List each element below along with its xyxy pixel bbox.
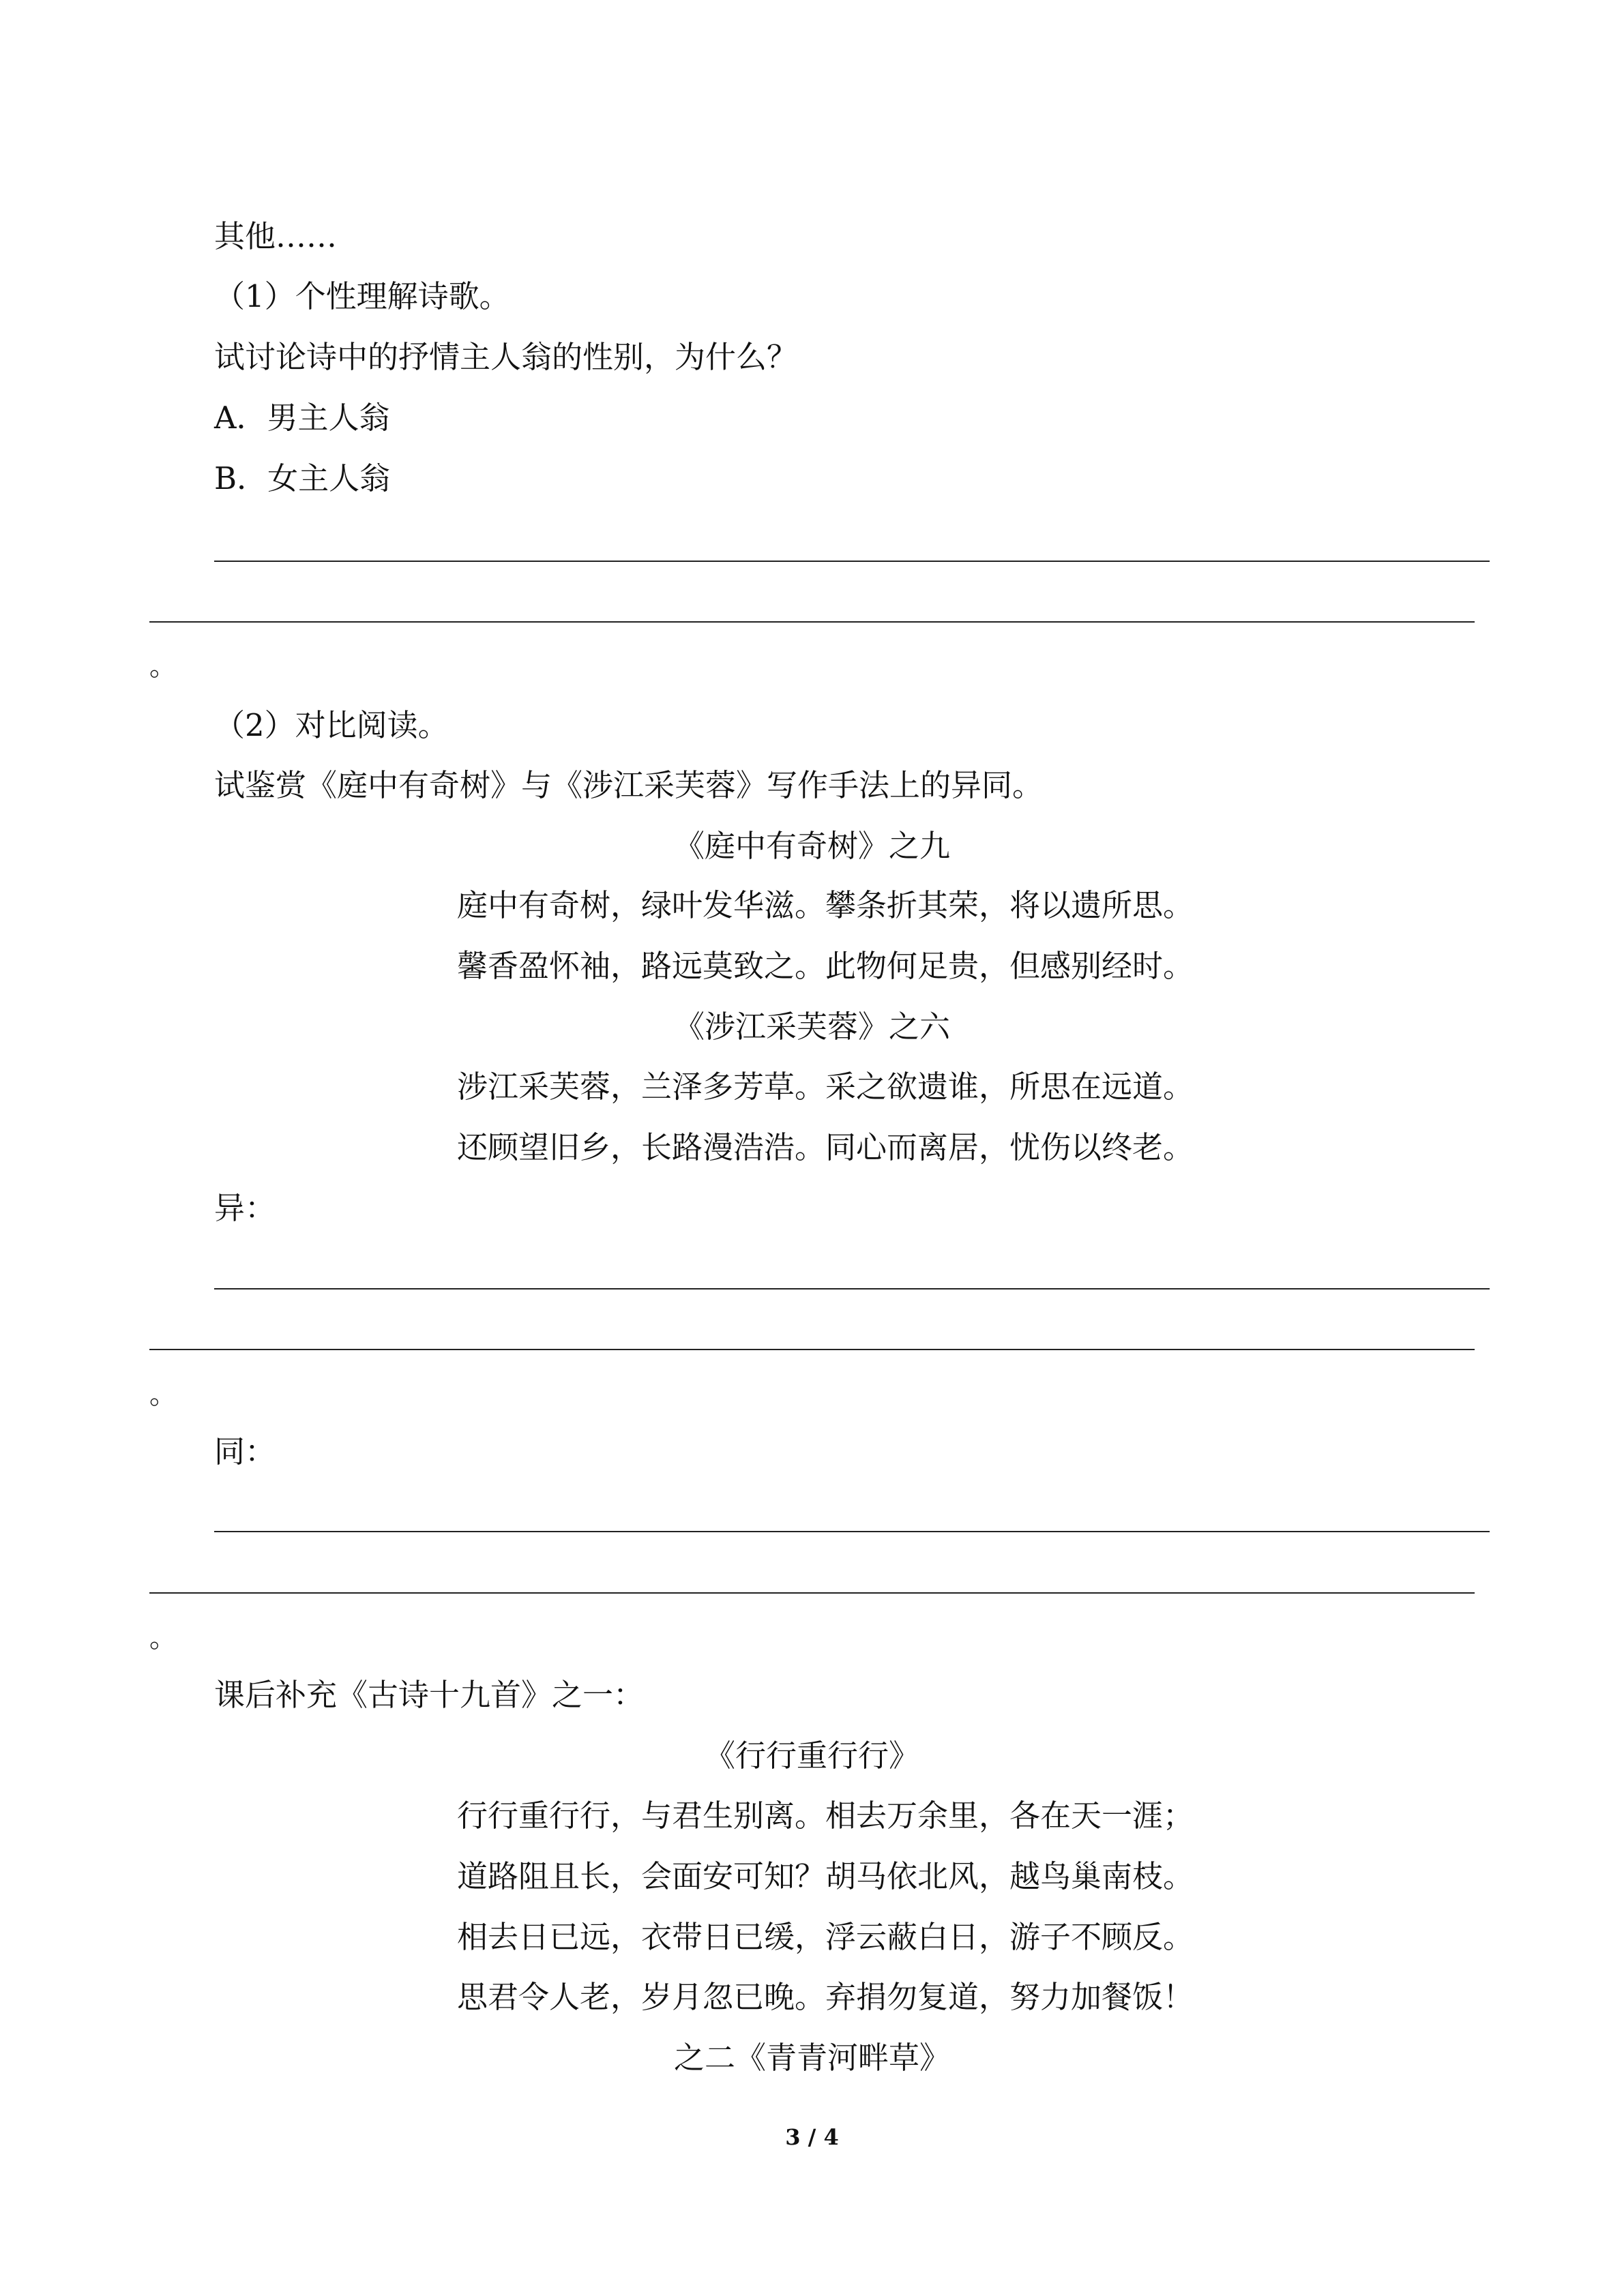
supplement-next-title: 之二《青青河畔草》 [673,2040,950,2076]
supplement-poem-line: 行行重行行，与君生别离。相去万余里，各在天一涯； [457,1798,1194,1834]
q1-answer-line-1[interactable] [214,561,1490,562]
supplement-poem-line: 相去日已远，衣带日已缓，浮云蔽白日，游子不顾反。 [457,1919,1194,1955]
q1-end-mark: 。 [149,651,177,682]
poem2-line: 还顾望旧乡，长路漫浩浩。同心而离居，忧伤以终老。 [457,1129,1194,1165]
page-number: 3 / 4 [785,2124,839,2150]
poem2-line: 涉江采芙蓉，兰泽多芳草。采之欲遗谁，所思在远道。 [457,1069,1194,1105]
q2-heading: （2）对比阅读。 [214,707,449,743]
diff-answer-line-1[interactable] [214,1288,1490,1289]
supplement-poem-title: 《行行重行行》 [704,1738,919,1774]
q1-option-b: B．女主人翁 [214,460,391,496]
same-end-mark: 。 [149,1622,177,1654]
poem1-line: 庭中有奇树，绿叶发华滋。攀条折其荣，将以遗所思。 [457,887,1194,923]
diff-answer-line-2[interactable] [149,1349,1475,1350]
intro-text: 其他…… [214,218,338,254]
same-answer-line-1[interactable] [214,1531,1490,1532]
supplement-poem-line: 思君令人老，岁月忽已晚。弃捐勿复道，努力加餐饭！ [457,1979,1194,2015]
same-answer-line-2[interactable] [149,1592,1475,1594]
supplement-intro: 课后补充《古诗十九首》之一： [214,1677,645,1713]
same-label: 同： [214,1433,276,1470]
diff-label: 异： [214,1190,276,1226]
q1-heading: （1）个性理解诗歌。 [214,278,510,314]
supplement-poem-line: 道路阻且长，会面安可知？胡马依北风，越鸟巢南枝。 [457,1858,1194,1894]
poem1-title: 《庭中有奇树》之九 [673,828,950,864]
diff-end-mark: 。 [149,1379,177,1410]
q1-option-a: A．男主人翁 [214,400,390,436]
poem2-title: 《涉江采芙蓉》之六 [673,1009,950,1045]
poem1-line: 馨香盈怀袖，路远莫致之。此物何足贵，但感别经时。 [457,948,1194,984]
q1-answer-line-2[interactable] [149,621,1475,623]
q1-prompt: 试讨论诗中的抒情主人翁的性别，为什么？ [214,339,798,375]
q2-prompt: 试鉴赏《庭中有奇树》与《涉江采芙蓉》写作手法上的异同。 [214,767,1044,803]
